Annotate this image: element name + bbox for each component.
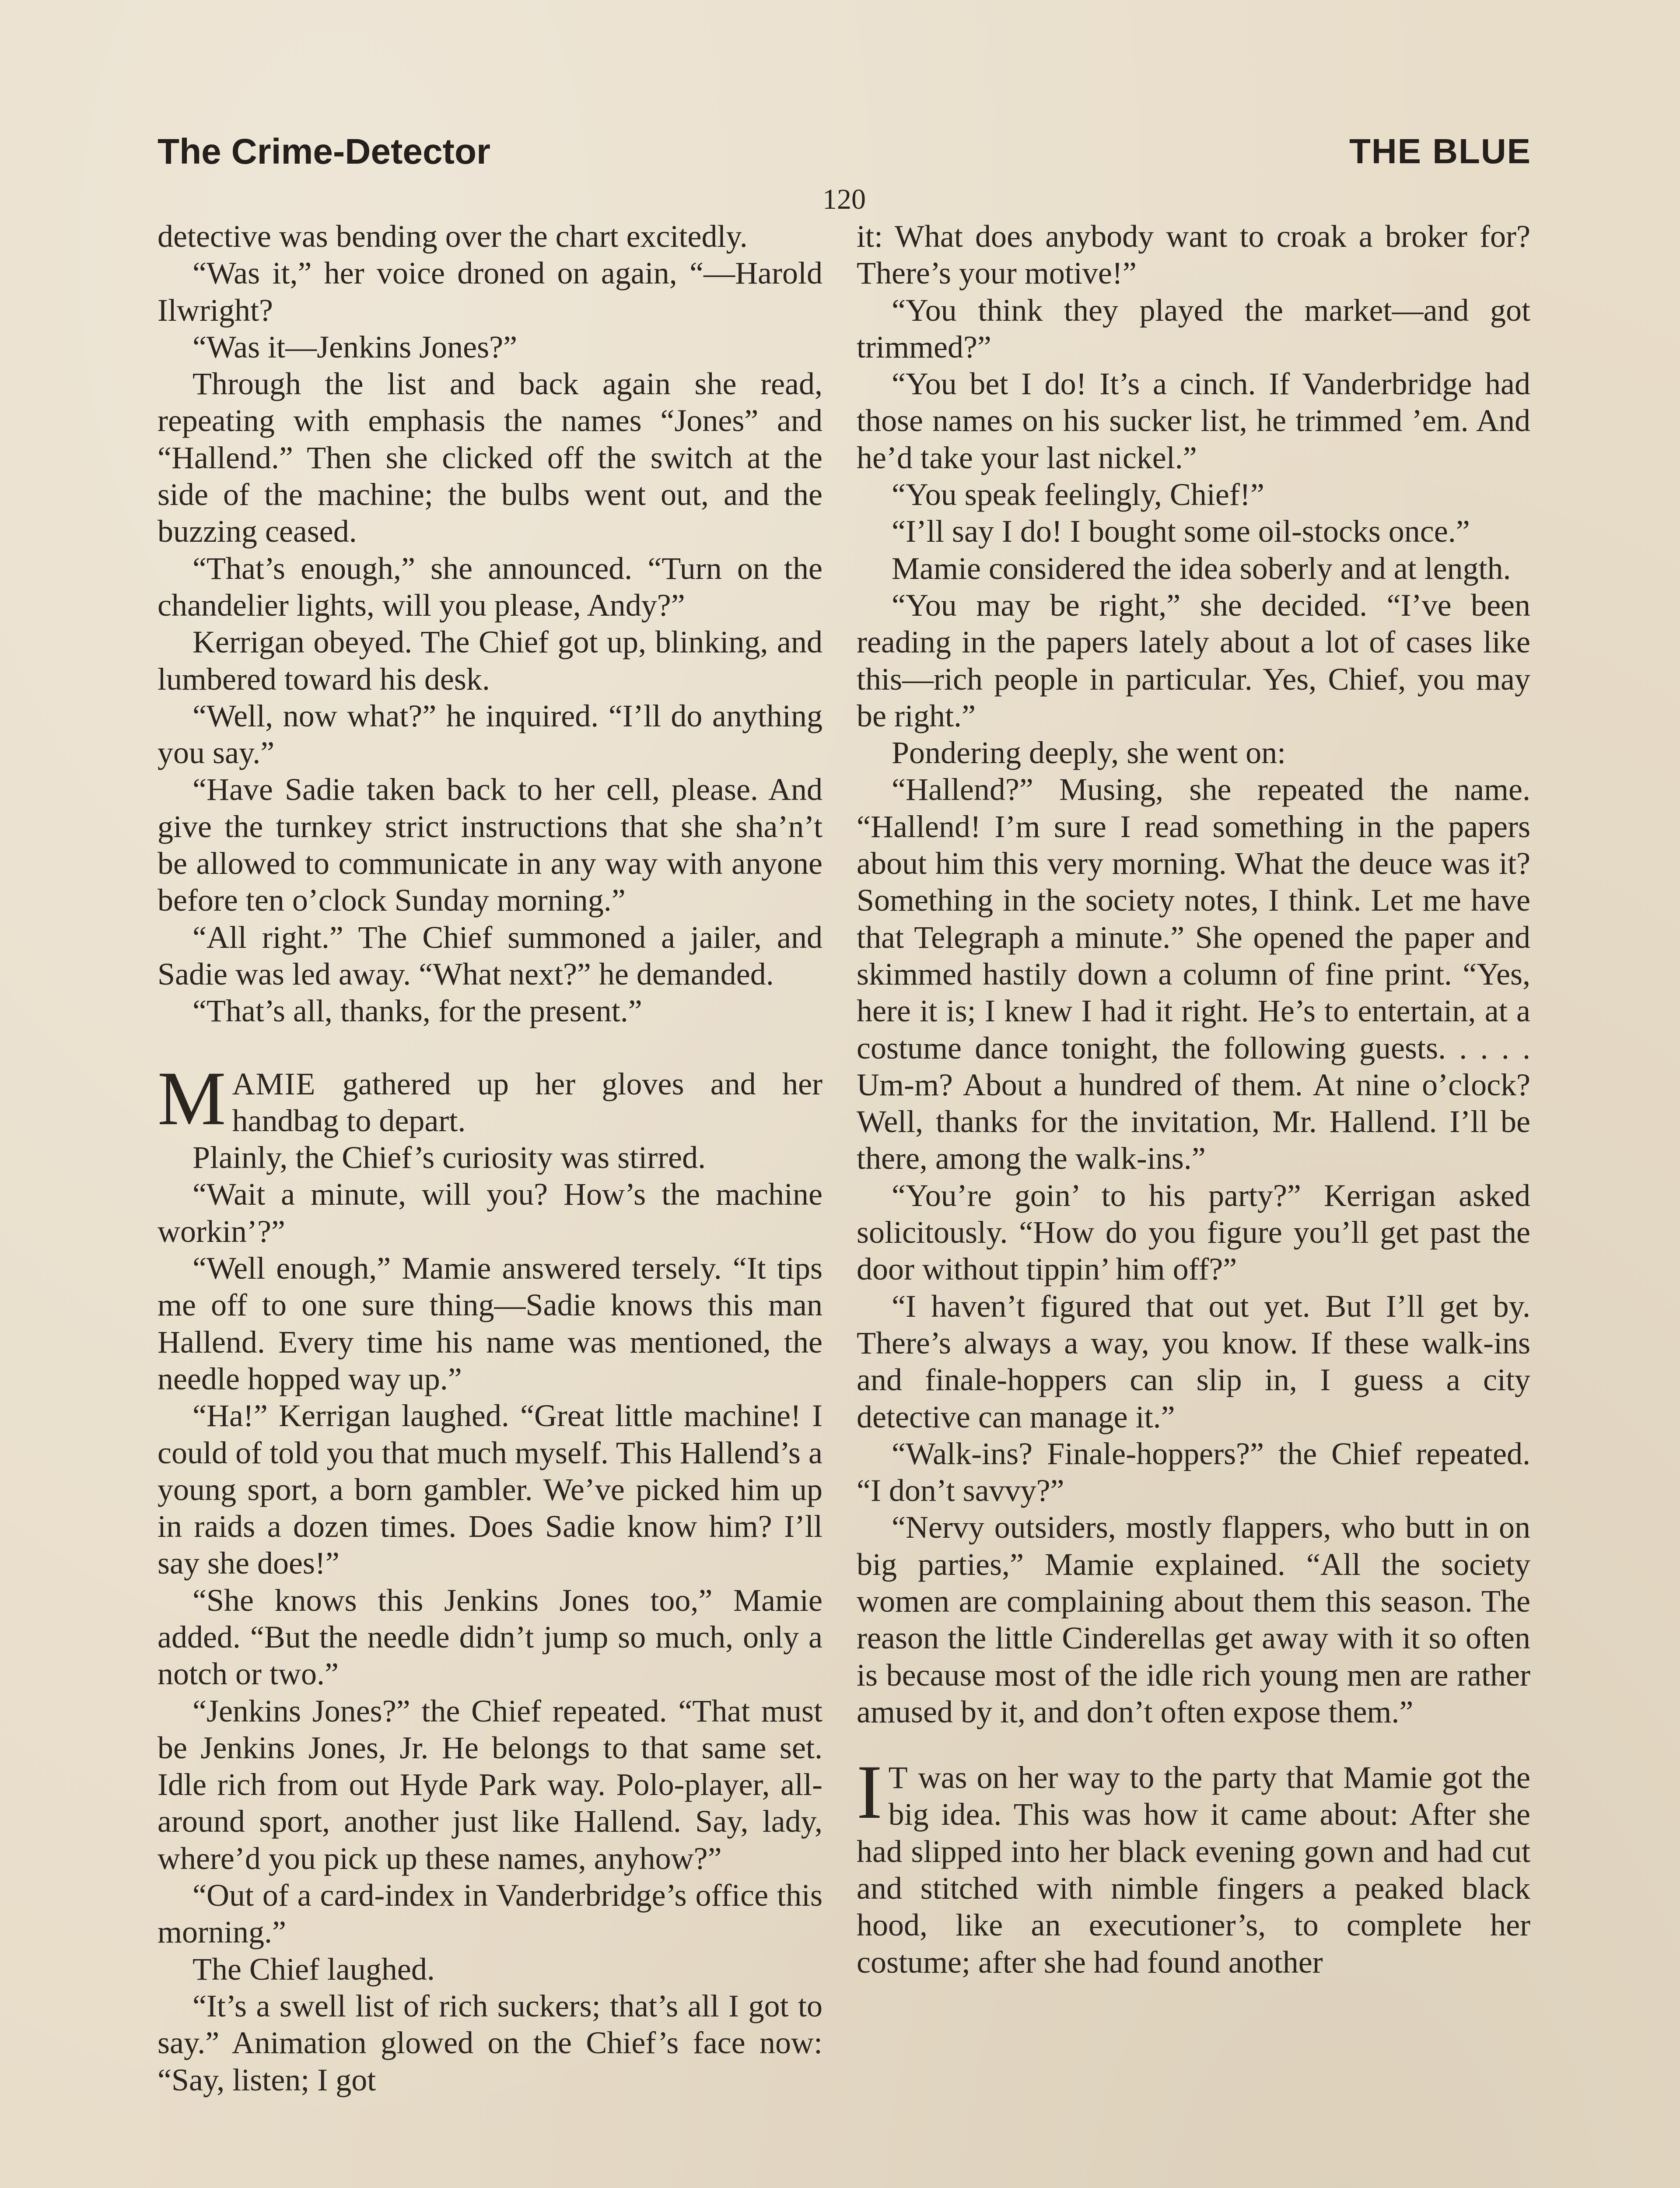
paragraph: “You’re goin’ to his party?” Kerrigan asked solicitously. “How do you figure you’ll get past the door without tippin’ him off?” (857, 1178, 1530, 1287)
paragraph: Through the list and back again she read, repeating with emphasis the names “Jones” and “Hallend.” Then she clicked off the switch at the side of the machine; the bulbs went out, and the buzzing ceased. (158, 366, 822, 549)
paragraph: “Ha!” Kerrigan laughed. “Great little machine! I could of told you that much myself. This Hallend’s a young sport, a born gambler. We’ve picked him up in raids a dozen times. Does Sadie know him? I’ll say she does!” (158, 1398, 822, 1581)
paragraph: “I haven’t figured that out yet. But I’ll get by. There’s always a way, you know. If these walk-ins and finale-hoppers can slip in, I guess a city detective can manage it.” (857, 1288, 1530, 1434)
paragraph: “Jenkins Jones?” the Chief repeated. “That must be Jenkins Jones, Jr. He belongs to that same set. Idle rich from out Hyde Park way. Polo-player, all-around sport, another just like Hallend. Say, lady, where’d you pick up these names, anyhow?” (158, 1693, 822, 1876)
paragraph: “Well enough,” Mamie answered tersely. “It tips me off to one sure thing—Sadie knows this man Hallend. Every time his name was mentioned, the needle hopped way up.” (158, 1251, 822, 1396)
paragraph: “You speak feelingly, Chief!” (892, 477, 1264, 512)
running-header-title: The Crime-Detector (158, 132, 490, 172)
running-header-magazine: THE BLUE (1349, 132, 1531, 171)
paragraph: “Hallend?” Musing, she repeated the name. “Hallend! I’m sure I read something in the papers about him this very morning. What the deuce was it? Something in the society notes, I think. Let me have that Telegraph a minute.” She opened the paper and skimmed hastily down a column of fine print. “Yes, here it is; I knew I had it right. He’s to entertain, at a costume dance tonight, the following guests. . . . . Um-m? About a hundred of them. At nine o’clock? Well, thanks for the invitation, Mr. Hallend. I’ll be there, among the walk-ins.” (857, 772, 1530, 1176)
paragraph: “You think they played the market—and got trimmed?” (857, 292, 1530, 365)
page-number: 120 (822, 183, 866, 215)
paragraph: Plainly, the Chief’s curiosity was stirred. (192, 1140, 706, 1175)
paragraph: “Out of a card-index in Vanderbridge’s office this morning.” (158, 1878, 822, 1950)
section-text: gathered up her gloves and her handbag to depart. (232, 1066, 822, 1138)
paragraph: “You bet I do! It’s a cinch. If Vanderbridge had those names on his sucker list, he trimmed ’em. And he’d take your last nickel.” (857, 366, 1530, 475)
paragraph: “I’ll say I do! I bought some oil-stocks once.” (892, 514, 1470, 549)
paragraph: “You may be right,” she decided. “I’ve been reading in the papers lately about a lot of cases like this—rich people in particular. Yes, Chief, you may be right.” (857, 587, 1530, 733)
paragraph: The Chief laughed. (192, 1951, 435, 1987)
paragraph: “That’s all, thanks, for the present.” (192, 993, 642, 1029)
section-start-paragraph (857, 1750, 1530, 1981)
paragraph: Pondering deeply, she went on: (892, 735, 1286, 771)
drop-cap: I (857, 1750, 882, 1835)
paragraph: “Was it,” her voice droned on again, “—Harold Ilwright? (158, 256, 822, 328)
section-start-paragraph (158, 1055, 822, 1141)
paragraph: “Was it—Jenkins Jones?” (192, 329, 518, 365)
drop-cap-word: AMIE (232, 1066, 316, 1101)
paragraph: “All right.” The Chief summoned a jailer, and Sadie was led away. “What next?” he demanded. (158, 919, 822, 992)
paragraph: “She knows this Jenkins Jones too,” Mamie added. “But the needle didn’t jump so much, only a notch or two.” (158, 1582, 822, 1692)
paragraph: “Well, now what?” he inquired. “I’ll do anything you say.” (158, 698, 822, 771)
left-column (158, 218, 822, 2098)
right-column (857, 218, 1530, 1981)
drop-cap-word: T (888, 1760, 909, 1795)
paragraph: “Nervy outsiders, mostly flappers, who butt in on big parties,” Mamie explained. “All the society women are complaining about them this season. The reason the little Cinderellas get away with it so often is because most of the idle rich young men are rather amused by it, and don’t often expose them.” (857, 1510, 1530, 1729)
section-text: was on her way to the party that Mamie got the big idea. This was how it came about: After she had slipped into her black evening gown and had cut and stitched with nimble fingers a peaked black hood, like an executioner’s, to complete her costume; after she had found another (857, 1760, 1530, 1980)
paragraph: “It’s a swell list of rich suckers; that’s all I got to say.” Animation glowed on the Chief’s face now: “Say, listen; I got (158, 1988, 822, 2097)
paragraph: Kerrigan obeyed. The Chief got up, blinking, and lumbered toward his desk. (158, 624, 822, 697)
paragraph: “That’s enough,” she announced. “Turn on the chandelier lights, will you please, Andy?” (158, 551, 822, 623)
paragraph: “Walk-ins? Finale-hoppers?” the Chief repeated. “I don’t savvy?” (857, 1436, 1530, 1508)
drop-cap: M (158, 1055, 226, 1141)
paragraph: “Have Sadie taken back to her cell, please. And give the turnkey strict instructions that she sha’n’t be allowed to communicate in any way with anyone before ten o’clock Sunday morning.” (158, 772, 822, 918)
paragraph: Mamie considered the idea soberly and at length. (892, 551, 1511, 586)
paragraph: “Wait a minute, will you? How’s the machine workin’?” (158, 1177, 822, 1249)
paragraph: it: What does anybody want to croak a broker for? There’s your motive!” (857, 219, 1530, 291)
paragraph: detective was bending over the chart excitedly. (158, 219, 748, 254)
